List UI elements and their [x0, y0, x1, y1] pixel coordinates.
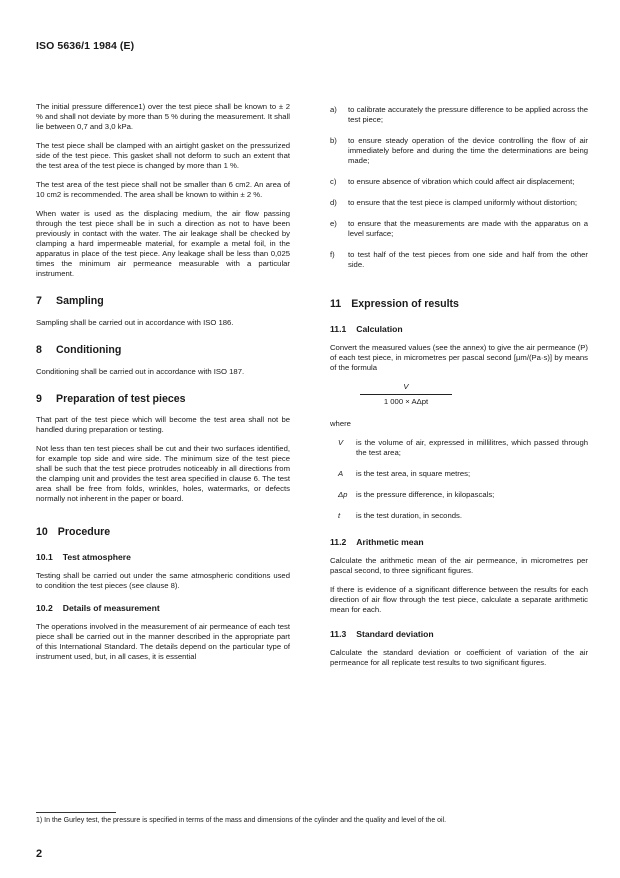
- paragraph: Sampling shall be carried out in accordance with ISO 186.: [36, 317, 234, 327]
- section-heading-11: 11 Expression of results: [330, 298, 459, 310]
- definition-row: V is the volume of air, expressed in millilitres, which passed through the test area;: [338, 437, 588, 457]
- subsection-heading-10-2: 10.2 Details of measurement: [36, 603, 160, 614]
- subsection-heading-11-3: 11.3 Standard deviation: [330, 629, 434, 640]
- footnote: 1) In the Gurley test, the pressure is specified in terms of the mass and dimensions of the cylinder and the quality and level of the oil.: [36, 817, 447, 824]
- subsection-heading-11-1: 11.1 Calculation: [330, 323, 403, 334]
- list-item: c) to ensure absence of vibration which could affect air displacement;: [330, 177, 575, 186]
- definition-row: A is the test area, in square metres;: [338, 468, 471, 478]
- section-heading-8: 8 Conditioning: [36, 343, 122, 356]
- formula-denominator: 1 000 × AΔpt: [383, 396, 429, 406]
- right-column: [330, 105, 588, 677]
- list-item: f) to test half of the test pieces from one side and half from the other side.: [330, 250, 588, 269]
- list-item: e) to ensure that the measurements are made with the apparatus on a level surface;: [330, 219, 588, 238]
- paragraph: The initial pressure difference1) over the test piece shall be known to ± 2 % and shall not deviate by more than 5 % during the measurement. It shall lie between 0,7 and 3,0 kPa.: [36, 102, 290, 131]
- paragraph: Not less than ten test pieces shall be cut and their two surfaces identified, for example top side and wire side. The minimum size of the test piece shall be such that the test piece protrudes noticeably in all directions from the clamping unit and provides the test area specified in clause 6. The test area shall be free from folds, wrinkles, holes, watermarks, or defects normally not inherent in the paper or board.: [36, 444, 290, 504]
- document-header: ISO 5636/1 1984 (E): [36, 40, 135, 52]
- formula: [360, 382, 452, 407]
- page-number: 2: [36, 848, 43, 860]
- paragraph: That part of the test piece which will become the test area shall not be handled during preparation or testing.: [36, 415, 290, 435]
- paragraph: The operations involved in the measurement of air permeance of each test piece shall be carried out in the manner described in the appropriate part of this International Standard. The details depend on the particular type of instrument used, but, in all cases, it is essential: [36, 622, 290, 662]
- list-item: a) to calibrate accurately the pressure difference to be applied across the test piece;: [330, 105, 588, 124]
- definition-row: Δp is the pressure difference, in kilopascals;: [338, 489, 495, 499]
- paragraph: Calculate the standard deviation or coefficient of variation of the air permeance for all replicate test results to two significant figures.: [330, 648, 588, 668]
- paragraph: If there is evidence of a significant difference between the results for each direction of air flow through the test piece, calculate a separate arithmetic mean for each.: [330, 585, 588, 615]
- where-label: where: [330, 418, 351, 428]
- paragraph: When water is used as the displacing medium, the air flow passing through the test piece shall be in such a direction as not to have been previously in contact with the water. The air leakage shall be checked by clamping a hard impermeable material, for example a metal foil, in the apparatus in place of the test piece. Any leakage shall be less than 0,025 times the minimum air permeance measurable with a particular instrument.: [36, 209, 290, 278]
- list-item: d) to ensure that the test piece is clamped uniformly without distortion;: [330, 198, 578, 207]
- paragraph: The test piece shall be clamped with an airtight gasket on the pressurized side of the test piece. This gasket shall not deform to such an extent that the test area of the test piece is changed by more than 1 %.: [36, 141, 290, 170]
- paragraph: Calculate the arithmetic mean of the air permeance, in micrometres per pascal second, to three significant figures.: [330, 556, 588, 576]
- section-heading-7: 7 Sampling: [36, 295, 104, 307]
- formula-numerator: V: [403, 381, 409, 391]
- definition-row: t is the test duration, in seconds.: [338, 510, 462, 520]
- subsection-heading-10-1: 10.1 Test atmosphere: [36, 552, 131, 563]
- left-column: [36, 102, 290, 671]
- paragraph: Testing shall be carried out under the same atmospheric conditions used to condition the test pieces (see clause 8).: [36, 571, 290, 591]
- section-heading-9: 9 Preparation of test pieces: [36, 392, 186, 405]
- paragraph: The test area of the test piece shall not be smaller than 6 cm2. An area of 10 cm2 is recommended. The area shall be known to within ± 2 %.: [36, 180, 290, 199]
- list-item: b) to ensure steady operation of the device controlling the flow of air immediately before and during the time the determinations are being made;: [330, 136, 588, 165]
- subsection-heading-11-2: 11.2 Arithmetic mean: [330, 536, 424, 547]
- footnote-rule: [36, 812, 116, 813]
- paragraph: Convert the measured values (see the annex) to give the air permeance (P) of each test piece, in micrometres per pascal second [µm/(Pa·s)] by means of the formula: [330, 342, 588, 372]
- paragraph: Conditioning shall be carried out in accordance with ISO 187.: [36, 366, 245, 376]
- section-heading-10: 10 Procedure: [36, 526, 111, 539]
